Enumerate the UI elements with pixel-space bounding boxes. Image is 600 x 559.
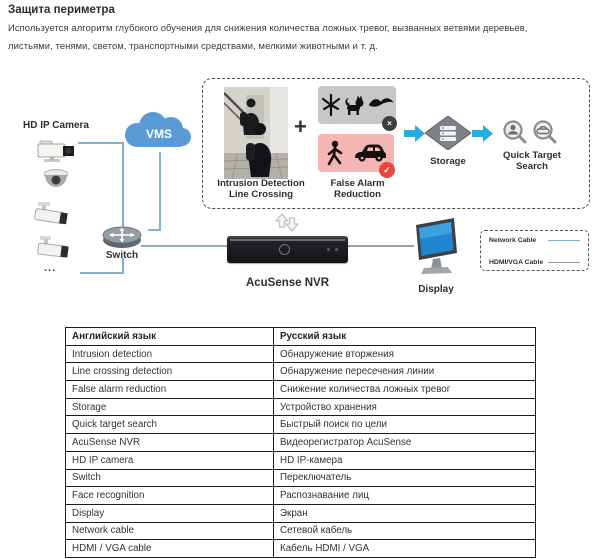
- header-english: Английский язык: [66, 328, 274, 346]
- table-cell-english: Display: [66, 504, 274, 522]
- intrusion-label-line2: Line Crossing: [229, 189, 293, 200]
- vms-label: VMS: [145, 127, 173, 141]
- nvr-led: [327, 248, 330, 251]
- vms-cloud-icon: [119, 107, 197, 155]
- table-cell-russian: Обнаружение вторжения: [274, 345, 536, 363]
- bullet-camera-icon: [30, 201, 74, 229]
- table-cell-english: Intrusion detection: [66, 345, 274, 363]
- hdmi-vga-cable-label: HDMI/VGA Cable: [489, 259, 544, 266]
- table-row: [66, 504, 536, 522]
- table-cell-russian: HD IP-камера: [274, 451, 536, 469]
- table-row: [66, 451, 536, 469]
- table-row: [66, 434, 536, 452]
- quick-target-label-line1: Quick Target: [503, 150, 561, 161]
- network-cable-line: [159, 152, 161, 231]
- intro-text-line2: листьями, тенями, светом, транспортными средствами, мелкими животными и т. д.: [8, 40, 378, 51]
- table-row: [66, 398, 536, 416]
- table-cell-english: Face recognition: [66, 487, 274, 505]
- acusense-nvr-device: [227, 236, 348, 263]
- network-cable-label: Network Cable: [489, 237, 537, 244]
- false-alarm-label-line2: Reduction: [334, 189, 381, 200]
- quick-target-search-icon: [502, 119, 560, 146]
- display-monitor-icon: [412, 217, 460, 279]
- table-body: [66, 345, 536, 557]
- intrusion-detection-label: [206, 178, 316, 200]
- flow-arrow-icon: [404, 124, 426, 143]
- acusense-nvr-label: AcuSense NVR: [245, 277, 330, 289]
- table-cell-russian: Распознавание лиц: [274, 487, 536, 505]
- table-cell-english: Network cable: [66, 522, 274, 540]
- sync-arrows-icon: [271, 210, 303, 235]
- switch-label: Switch: [105, 250, 139, 261]
- car-icon: [353, 140, 387, 166]
- legend-network-cable: [489, 237, 580, 244]
- intro-text-line1: Используется алгоритм глубокого обучения для снижения количества ложных тревог, вызванных ветвями деревьев,: [8, 22, 528, 33]
- table-row: [66, 345, 536, 363]
- storage-label: Storage: [430, 156, 466, 167]
- nvr-vent: [230, 239, 345, 241]
- legend-hdmi-vga-cable: [489, 259, 580, 266]
- switch-icon: [101, 224, 143, 250]
- network-cable-line: [148, 229, 161, 231]
- page-title: Защита периметра: [8, 4, 115, 16]
- network-cable-sample: [548, 240, 580, 242]
- table-cell-english: Switch: [66, 469, 274, 487]
- network-cable-line: [80, 272, 124, 274]
- network-cable-line: [141, 245, 228, 247]
- reject-badge: ×: [382, 116, 397, 131]
- table-cell-english: AcuSense NVR: [66, 434, 274, 452]
- table-cell-english: Quick target search: [66, 416, 274, 434]
- table-row: [66, 540, 536, 558]
- hdmi-vga-cable-sample: [548, 262, 580, 264]
- table-cell-russian: Быстрый поиск по цели: [274, 416, 536, 434]
- nvr-led: [335, 248, 338, 251]
- hd-ip-camera-label: HD IP Camera: [23, 120, 89, 131]
- table-cell-english: HDMI / VGA cable: [66, 540, 274, 558]
- table-cell-english: HD IP camera: [66, 451, 274, 469]
- cat-icon: [344, 93, 366, 117]
- table-cell-russian: Переключатель: [274, 469, 536, 487]
- table-cell-russian: Видеорегистратор AcuSense: [274, 434, 536, 452]
- bullet-camera-icon: [34, 234, 76, 262]
- accept-badge: ✓: [379, 162, 395, 178]
- intrusion-label-line1: Intrusion Detection: [217, 178, 305, 189]
- flow-arrow-icon: [472, 124, 494, 143]
- nvr-lens-ring: [279, 244, 290, 255]
- header-russian: Русский язык: [274, 328, 536, 346]
- table-cell-russian: Устройство хранения: [274, 398, 536, 416]
- translation-table: [65, 327, 536, 558]
- box-camera-icon: [34, 138, 78, 164]
- quick-target-label-line2: Search: [516, 161, 548, 172]
- table-header-row: [66, 328, 536, 346]
- storage-icon: [425, 116, 471, 150]
- table-row: [66, 522, 536, 540]
- cable-legend: [480, 230, 589, 271]
- false-alarm-label: [310, 178, 405, 200]
- table-row: [66, 416, 536, 434]
- hdmi-vga-cable-line: [348, 245, 414, 247]
- table-cell-russian: Кабель HDMI / VGA: [274, 540, 536, 558]
- table-cell-english: Line crossing detection: [66, 363, 274, 381]
- network-cable-line: [78, 142, 124, 144]
- table-cell-russian: Снижение количества ложных тревог: [274, 381, 536, 399]
- branch-leaf-icon: [320, 93, 342, 117]
- table-cell-russian: Экран: [274, 504, 536, 522]
- table-cell-english: False alarm reduction: [66, 381, 274, 399]
- intrusion-photo: [224, 87, 288, 179]
- plus-sign: +: [294, 114, 307, 139]
- table-row: [66, 469, 536, 487]
- dome-camera-icon: [42, 168, 70, 192]
- display-label: Display: [418, 284, 454, 295]
- table-row: [66, 381, 536, 399]
- quick-target-search-label: [492, 150, 572, 172]
- false-alarm-label-line1: False Alarm: [330, 178, 385, 189]
- person-walking-icon: [325, 140, 345, 166]
- bird-icon: [368, 93, 394, 117]
- table-row: [66, 487, 536, 505]
- table-cell-english: Storage: [66, 398, 274, 416]
- table-cell-russian: Сетевой кабель: [274, 522, 536, 540]
- table-cell-russian: Обнаружение пересечения линии: [274, 363, 536, 381]
- more-cameras-ellipsis: ...: [44, 262, 57, 274]
- table-row: [66, 363, 536, 381]
